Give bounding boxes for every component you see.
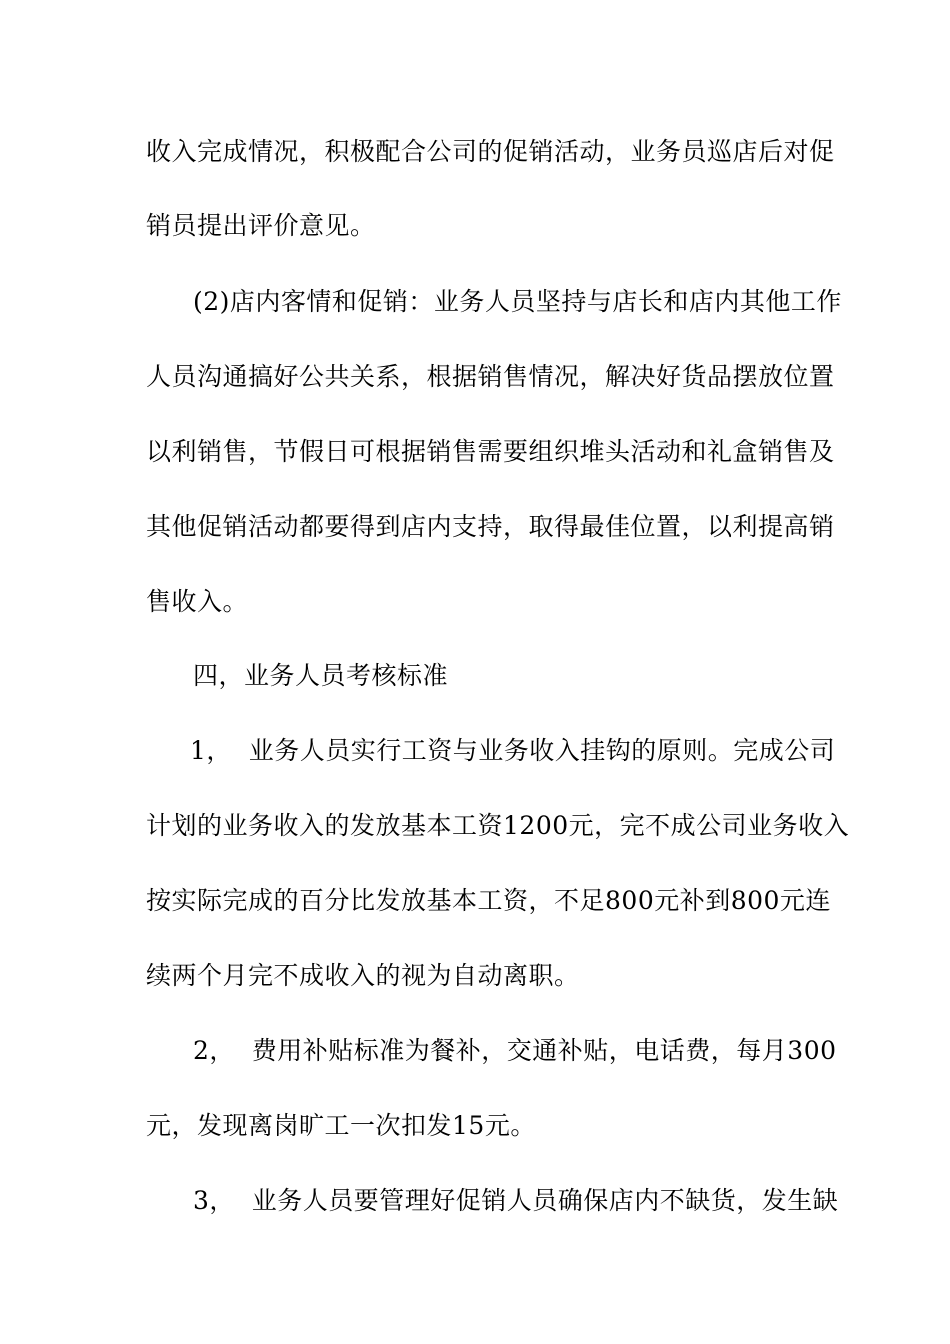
- body-text-line: 其他促销活动都要得到店内支持，取得最佳位置，以利提高销: [146, 512, 835, 541]
- body-text-line: 收入完成情况，积极配合公司的促销活动，业务员巡店后对促: [146, 137, 835, 166]
- list-item-first-line: 2， 费用补贴标准为餐补，交通补贴，电话费，每月300: [193, 1036, 837, 1065]
- body-text-line: 按实际完成的百分比发放基本工资，不足800元补到800元连: [146, 886, 831, 915]
- paragraph-first-line: (2)店内客情和促销：业务人员坚持与店长和店内其他工作: [193, 287, 842, 316]
- body-text-line: 人员沟通搞好公共关系，根据销售情况，解决好货品摆放位置: [146, 362, 835, 391]
- list-item-first-line: 3， 业务人员要管理好促销人员确保店内不缺货，发生缺: [193, 1186, 839, 1215]
- body-text-line: 元，发现离岗旷工一次扣发15元。: [146, 1111, 536, 1140]
- body-text-line: 售收入。: [146, 587, 249, 616]
- body-text-line: 以利销售，节假日可根据销售需要组织堆头活动和礼盒销售及: [146, 437, 835, 466]
- body-text-line: 计划的业务收入的发放基本工资1200元，完不成公司业务收入: [146, 811, 850, 840]
- body-text-line: 续两个月完不成收入的视为自动离职。: [146, 961, 580, 990]
- list-item-first-line: 1， 业务人员实行工资与业务收入挂钩的原则。完成公司: [190, 736, 836, 765]
- body-text-line: 销员提出评价意见。: [146, 211, 376, 240]
- section-heading: 四，业务人员考核标准: [193, 661, 449, 690]
